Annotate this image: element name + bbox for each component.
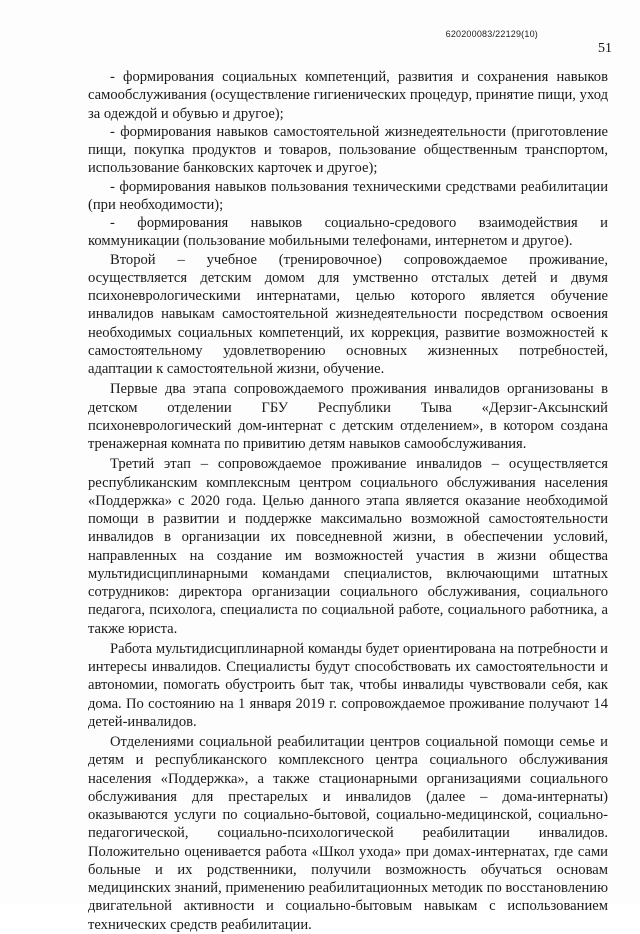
paragraph-6: Первые два этапа сопровождаемого проживания инвалидов организованы в детском отделении ГБУ Республики Тыва «Дерзиг-Аксынский психоневрологический дом-интернат с детским отделением», в котором создана тренажерная комната по привитию детям навыков самообслуживания. bbox=[88, 381, 608, 452]
paragraph-5: Второй – учебное (тренировочное) сопровождаемое проживание, осуществляется детским домом для умственно отсталых детей и двумя психоневрологическими интернатами, целью которого является обучение инвалидов навыкам самостоятельной жизнедеятельности посредством освоения необходимых социальных компетенций, их коррекция, развитие возможностей к самостоятельному удовлетворению основных жизненных потребностей, адаптации к самостоятельной жизни, обучение. bbox=[88, 251, 608, 377]
paragraph-2: - формирования навыков самостоятельной жизнедеятельности (приготовление пищи, покупка продуктов и товаров, пользование общественным транспортом, использование банковских карточек и другое); bbox=[88, 123, 608, 177]
paragraph-9: Отделениями социальной реабилитации центров социальной помощи семье и детям и республиканского комплексного центра социального обслуживания населения «Поддержка», а также стационарными организациями социального обслуживания для престарелых и инвалидов (далее – дома-интернаты) оказываются услуги по социально-бытовой, социально-медицинской, социально-педагогической, социально-психологической реабилитации инвалидов. Положительно оценивается работа «Школ ухода» при домах-интернатах, где сами больные и их родственники, получили возможность обучаться основам медицинских знаний, применению реабилитационных методик по восстановлению двигательной активности и социально-бытовым навыкам с использованием технических средств реабилитации. bbox=[88, 734, 608, 933]
page-number: 51 bbox=[598, 41, 612, 56]
document-id: 620200083/22129(10) bbox=[445, 29, 538, 39]
body-text bbox=[88, 68, 608, 934]
paragraph-8: Работа мультидисциплинарной команды будет ориентирована на потребности и интересы инвалидов. Специалисты будут способствовать их самостоятельности и автономии, помогать обустроить быт так, чтобы инвалиды чувствовали себя, как дома. По состоянию на 1 января 2019 г. сопровождаемое проживание получают 14 детей-инвалидов. bbox=[88, 640, 608, 730]
paragraph-3: - формирования навыков пользования техническими средствами реабилитации (при необходимости); bbox=[88, 178, 608, 213]
paragraph-4: - формирования навыков социально-средового взаимодействия и коммуникации (пользование мобильными телефонами, интернетом и другое). bbox=[88, 215, 608, 250]
paragraph-7: Третий этап – сопровождаемое проживание инвалидов – осуществляется республиканским комплексным центром социального обслуживания населения «Поддержка» с 2020 года. Целью данного этапа является оказание необходимой помощи в развитии и поддержке максимально возможной самостоятельности инвалидов в организации их повседневной жизни, в обеспечении условий, направленных на создание им возможностей участия в жизни общества мультидисциплинарными командами специалистов, включающими штатных сотрудников: директора организации социального обслуживания, социального педагога, психолога, специалиста по социальной работе, социального работника, а также юриста. bbox=[88, 456, 608, 637]
paragraph-1: - формирования социальных компетенций, развития и сохранения навыков самообслуживания (осуществление гигиенических процедур, принятие пищи, уход за одеждой и обувью и другое); bbox=[88, 69, 608, 122]
